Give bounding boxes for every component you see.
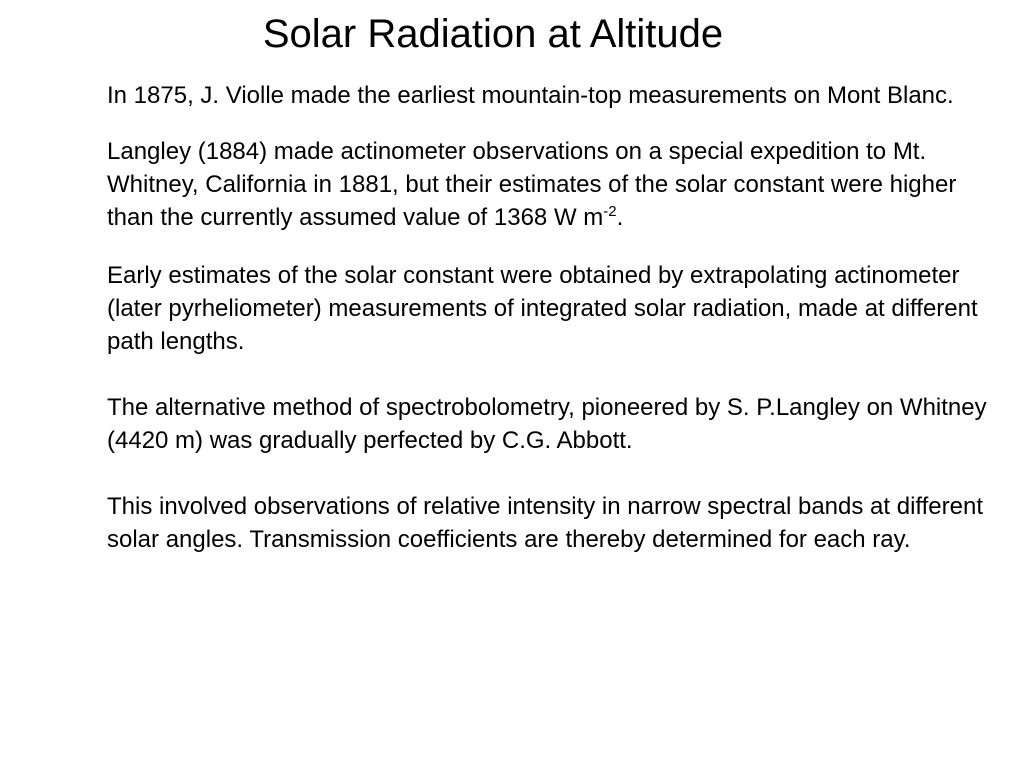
paragraph-spectrobolometry: The alternative method of spectrobolometry, pioneered by S. P.Langley on Whitney (4420 m) was gradually perfected by C.G. Abbott. [107,394,987,454]
paragraph-langley-tail: . [616,204,624,231]
slide-title: Solar Radiation at Altitude [262,12,724,56]
paragraph-observations: This involved observations of relative intensity in narrow spectral bands at different solar angles. Transmission coefficients are thereby determined for each ray. [107,493,984,553]
unit-exponent: -2 [603,203,617,220]
paragraph-langley-text: Langley (1884) made actinometer observations on a special expedition to Mt. Whitney, California in 1881, but their estimates of the solar constant were higher than the currently assumed value of 1368 W m [107,138,957,231]
paragraph-langley [107,135,987,234]
paragraph-early-estimates: Early estimates of the solar constant were obtained by extrapolating actinometer (later pyrheliometer) measurements of integrated solar radiation, made at different path lengths. [107,262,978,355]
slide-body [107,79,987,556]
paragraph-violle: In 1875, J. Violle made the earliest mountain-top measurements on Mont Blanc. [107,82,954,109]
